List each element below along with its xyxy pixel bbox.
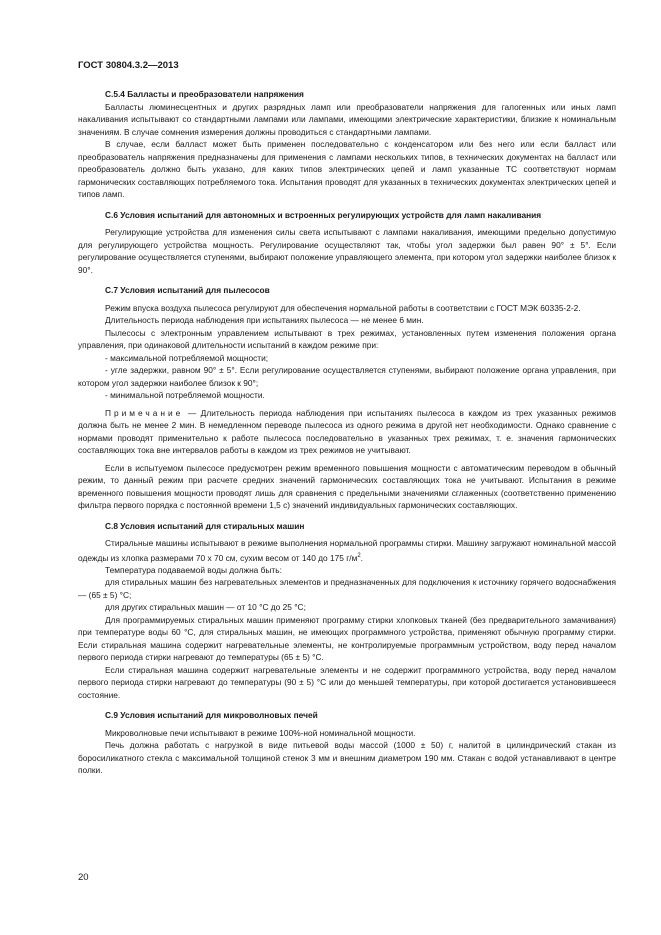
note-label: Примечание	[105, 407, 184, 418]
paragraph: Если в испытуемом пылесосе предусмотрен режим временного повышения мощности с автоматическим переводом в обычный режим, то данный режим при расчете средних значений гармонических составляющих тока не учитывают. Испытания в режиме временного повышения мощности проводят лишь для сравнения с предельными значениями сглаженных (соответственно применению фильтра первого порядка с постоянной времени 1,5 с) значений индивидуальных гармонических составляющих.	[78, 462, 616, 510]
paragraph-text-end: .	[360, 552, 363, 563]
paragraph: для других стиральных машин — от 10 °С до 25 °С;	[105, 602, 306, 613]
list-item: - минимальной потребляемой мощности.	[105, 390, 265, 400]
paragraph: Пылесосы с электронным управлением испытывают в трех режимах, установленных путем изменения положения органа управления, при одинаковой длительности испытаний в каждом режиме при:	[78, 327, 616, 350]
document-header: ГОСТ 30804.3.2—2013	[78, 60, 179, 71]
page-body	[78, 88, 616, 777]
paragraph: Режим впуска воздуха пылесоса регулируют для обеспечения нормальной работы в соответствии с ГОСТ МЭК 60335-2-2.	[105, 302, 581, 313]
note	[78, 407, 616, 457]
superscript: 2	[357, 552, 361, 559]
paragraph: Регулирующие устройства для изменения силы света испытывают с лампами накаливания, имеющими предельно допустимую для регулирующего устройства мощность. Регулирование осуществляют так, чтобы угол задержки был равен 90° ± 5°. Если регулирование осуществляется ступенями, выбирают положение управляющего элемента, при котором угол задержки наиболее близок к 90°.	[78, 227, 616, 275]
paragraph: Длительность периода наблюдения при испытаниях пылесоса — не менее 6 мин.	[105, 315, 424, 325]
paragraph: Температура подаваемой воды должна быть:	[105, 564, 282, 575]
paragraph-text: Стиральные машины испытывают в режиме выполнения нормальной программы стирки. Машину загружают номинальной массой одежды из хлопка размерами 70 х 70 см, сухим весом от 140 до 175 г/м	[78, 538, 616, 563]
section-c54-title: С.5.4 Балласты и преобразователи напряжения	[105, 89, 304, 99]
note-text: — Длительность периода наблюдения при испытаниях пылесоса в каждом из трех указанных режимов должна быть не менее 2 мин. В немедленном переводе пылесоса из одного режима в другой нет необходимости. Однако сравнение с нормами проводят применительно к работе пылесоса последовательно в указанных трех режимах, т. е. значения гармонических составляющих тока вне интервалов работы в каждом из трех режимов не учитывают.	[78, 407, 616, 455]
section-c9-title: С.9 Условия испытаний для микроволновых печей	[105, 710, 318, 721]
paragraph: для стиральных машин без нагревательных элементов и предназначенных для подключения к источнику горячего водоснабжения — (65 ± 5) °С;	[78, 577, 616, 600]
list-item: - максимальной потребляемой мощности;	[105, 352, 269, 363]
paragraph	[78, 537, 616, 564]
page-number: 20	[78, 872, 89, 883]
paragraph: Балласты люминесцентных и других разрядных ламп или преобразователи напряжения для галогенных или иных ламп накаливания испытывают со стандартными лампами или лампами, имеющими электрические характеристики, близкие к номинальным значениям. В случае сомнения измерения должны проводиться с стандартными лампами.	[78, 101, 616, 137]
section-c6-title: С.6 Условия испытаний для автономных и встроенных регулирующих устройств для ламп накаливания	[105, 209, 542, 220]
paragraph: Для программируемых стиральных машин применяют программу стирки хлопковых тканей (без предварительного замачивания) при температуре воды 60 °С, для стиральных машин, не имеющих программного устройства, применяют обычную программу стирки. Если стиральная машина содержит нагревательные элементы, не контролируемые программным устройством, воду перед началом первого периода стирки нагревают до температуры (65 ± 5) °С.	[78, 614, 616, 663]
section-c8-title: С.8 Условия испытаний для стиральных машин	[105, 520, 305, 531]
paragraph: Если стиральная машина содержит нагревательные элементы и не содержит программного устройства, воду перед началом первого периода стирки нагревают до температуры (90 ± 5) °С или до меньшей температуры, при которой достигается установившееся состояние.	[78, 664, 616, 700]
paragraph: В случае, если балласт может быть применен последовательно с конденсатором или без него или если балласт или преобразователь напряжения предназначены для применения с лампами нескольких типов, в технических документах на балласт или преобразователь должно быть указано, для каких типов электрических цепей и ламп указанные ТС соответствуют нормам гармонических составляющих потребляемого тока. Испытания проводят для указанных в технических документах электрических цепей и типов ламп.	[78, 139, 616, 199]
paragraph: Печь должна работать с нагрузкой в виде питьевой воды массой (1000 ± 50) г, налитой в цилиндрический стакан из боросиликатного стекла с максимальной толщиной стенок 3 мм и внешним диаметром 190 мм. Стакан с водой устанавливают в центре полки.	[78, 740, 616, 776]
section-c7-title: С.7 Условия испытаний для пылесосов	[105, 285, 270, 295]
paragraph: Микроволновые печи испытывают в режиме 100%-ной номинальной мощности.	[105, 727, 416, 738]
list-item: - угле задержки, равном 90° ± 5°. Если регулирование осуществляется ступенями, выбирают положение органа управления, при котором угол задержки наиболее близок к 90°;	[78, 365, 616, 388]
